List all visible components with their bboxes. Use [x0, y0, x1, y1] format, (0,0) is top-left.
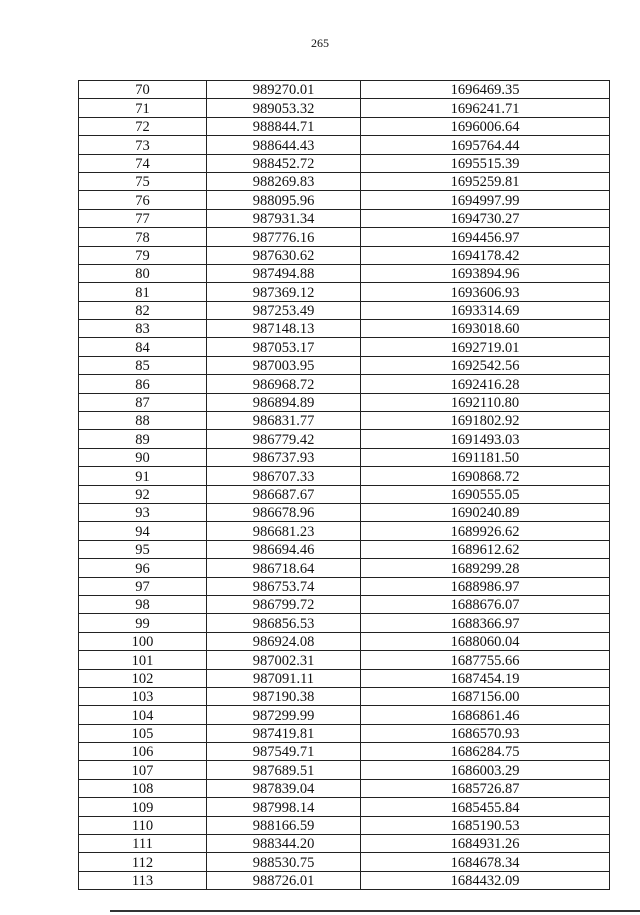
point-number-cell: 87 [79, 393, 207, 411]
y-coordinate-cell: 1691493.03 [361, 430, 610, 448]
x-coordinate-cell: 986687.67 [207, 485, 361, 503]
table-row [79, 301, 610, 319]
table-row [79, 283, 610, 301]
y-coordinate-cell: 1695764.44 [361, 136, 610, 154]
point-number-cell: 80 [79, 264, 207, 282]
y-coordinate-cell: 1689926.62 [361, 522, 610, 540]
table-row [79, 816, 610, 834]
point-number-cell: 106 [79, 743, 207, 761]
table-row [79, 320, 610, 338]
point-number-cell: 78 [79, 228, 207, 246]
table-row [79, 798, 610, 816]
table-row [79, 246, 610, 264]
point-number-cell: 113 [79, 871, 207, 889]
x-coordinate-cell: 986718.64 [207, 559, 361, 577]
x-coordinate-cell: 988095.96 [207, 191, 361, 209]
x-coordinate-cell: 986968.72 [207, 375, 361, 393]
y-coordinate-cell: 1695515.39 [361, 154, 610, 172]
y-coordinate-cell: 1691181.50 [361, 448, 610, 466]
y-coordinate-cell: 1688366.97 [361, 614, 610, 632]
point-number-cell: 84 [79, 338, 207, 356]
table-row [79, 779, 610, 797]
x-coordinate-cell: 987148.13 [207, 320, 361, 338]
table-row [79, 264, 610, 282]
table-row [79, 687, 610, 705]
x-coordinate-cell: 987299.99 [207, 706, 361, 724]
x-coordinate-cell: 987091.11 [207, 669, 361, 687]
y-coordinate-cell: 1687156.00 [361, 687, 610, 705]
point-number-cell: 74 [79, 154, 207, 172]
table-row [79, 356, 610, 374]
table-row [79, 191, 610, 209]
point-number-cell: 108 [79, 779, 207, 797]
page-number: 265 [311, 36, 329, 50]
point-number-cell: 77 [79, 209, 207, 227]
table-row [79, 172, 610, 190]
x-coordinate-cell: 987494.88 [207, 264, 361, 282]
y-coordinate-cell: 1687755.66 [361, 651, 610, 669]
table-row [79, 448, 610, 466]
point-number-cell: 99 [79, 614, 207, 632]
table-row [79, 393, 610, 411]
point-number-cell: 100 [79, 632, 207, 650]
table-row [79, 724, 610, 742]
x-coordinate-cell: 986856.53 [207, 614, 361, 632]
x-coordinate-cell: 988269.83 [207, 172, 361, 190]
point-number-cell: 93 [79, 503, 207, 521]
table-row [79, 559, 610, 577]
y-coordinate-cell: 1694456.97 [361, 228, 610, 246]
table-row [79, 430, 610, 448]
y-coordinate-cell: 1692110.80 [361, 393, 610, 411]
point-number-cell: 90 [79, 448, 207, 466]
x-coordinate-cell: 987190.38 [207, 687, 361, 705]
y-coordinate-cell: 1686003.29 [361, 761, 610, 779]
y-coordinate-cell: 1696469.35 [361, 81, 610, 99]
point-number-cell: 91 [79, 467, 207, 485]
x-coordinate-cell: 987998.14 [207, 798, 361, 816]
point-number-cell: 79 [79, 246, 207, 264]
point-number-cell: 111 [79, 835, 207, 853]
x-coordinate-cell: 986831.77 [207, 412, 361, 430]
y-coordinate-cell: 1688986.97 [361, 577, 610, 595]
x-coordinate-cell: 986753.74 [207, 577, 361, 595]
y-coordinate-cell: 1693018.60 [361, 320, 610, 338]
x-coordinate-cell: 986694.46 [207, 540, 361, 558]
point-number-cell: 97 [79, 577, 207, 595]
table-row [79, 412, 610, 430]
point-number-cell: 96 [79, 559, 207, 577]
x-coordinate-cell: 987053.17 [207, 338, 361, 356]
table-row [79, 485, 610, 503]
table-row [79, 651, 610, 669]
x-coordinate-cell: 987776.16 [207, 228, 361, 246]
point-number-cell: 109 [79, 798, 207, 816]
x-coordinate-cell: 987369.12 [207, 283, 361, 301]
table-row [79, 761, 610, 779]
y-coordinate-cell: 1685726.87 [361, 779, 610, 797]
point-number-cell: 70 [79, 81, 207, 99]
x-coordinate-cell: 986678.96 [207, 503, 361, 521]
point-number-cell: 89 [79, 430, 207, 448]
table-row [79, 595, 610, 613]
y-coordinate-cell: 1689612.62 [361, 540, 610, 558]
point-number-cell: 81 [79, 283, 207, 301]
y-coordinate-cell: 1691802.92 [361, 412, 610, 430]
y-coordinate-cell: 1693314.69 [361, 301, 610, 319]
table-row [79, 375, 610, 393]
x-coordinate-cell: 987931.34 [207, 209, 361, 227]
table-row [79, 743, 610, 761]
table-row [79, 81, 610, 99]
point-number-cell: 75 [79, 172, 207, 190]
table-body [79, 81, 610, 890]
x-coordinate-cell: 986681.23 [207, 522, 361, 540]
point-number-cell: 82 [79, 301, 207, 319]
x-coordinate-cell: 988344.20 [207, 835, 361, 853]
point-number-cell: 101 [79, 651, 207, 669]
x-coordinate-cell: 989053.32 [207, 99, 361, 117]
point-number-cell: 112 [79, 853, 207, 871]
x-coordinate-cell: 987549.71 [207, 743, 361, 761]
x-coordinate-cell: 987253.49 [207, 301, 361, 319]
table-row [79, 835, 610, 853]
y-coordinate-cell: 1696241.71 [361, 99, 610, 117]
table-row [79, 614, 610, 632]
x-coordinate-cell: 987689.51 [207, 761, 361, 779]
y-coordinate-cell: 1693606.93 [361, 283, 610, 301]
x-coordinate-cell: 986737.93 [207, 448, 361, 466]
table-row [79, 706, 610, 724]
table-row [79, 154, 610, 172]
y-coordinate-cell: 1685190.53 [361, 816, 610, 834]
point-number-cell: 88 [79, 412, 207, 430]
y-coordinate-cell: 1684931.26 [361, 835, 610, 853]
y-coordinate-cell: 1688060.04 [361, 632, 610, 650]
y-coordinate-cell: 1690240.89 [361, 503, 610, 521]
x-coordinate-cell: 987630.62 [207, 246, 361, 264]
point-number-cell: 98 [79, 595, 207, 613]
point-number-cell: 102 [79, 669, 207, 687]
point-number-cell: 83 [79, 320, 207, 338]
x-coordinate-cell: 986799.72 [207, 595, 361, 613]
y-coordinate-cell: 1695259.81 [361, 172, 610, 190]
table-row [79, 853, 610, 871]
point-number-cell: 76 [79, 191, 207, 209]
table-row [79, 467, 610, 485]
table-row [79, 338, 610, 356]
y-coordinate-cell: 1685455.84 [361, 798, 610, 816]
table-row [79, 669, 610, 687]
y-coordinate-cell: 1684432.09 [361, 871, 610, 889]
x-coordinate-cell: 987839.04 [207, 779, 361, 797]
x-coordinate-cell: 986779.42 [207, 430, 361, 448]
y-coordinate-cell: 1688676.07 [361, 595, 610, 613]
table-row [79, 99, 610, 117]
table-row [79, 503, 610, 521]
x-coordinate-cell: 988726.01 [207, 871, 361, 889]
point-number-cell: 94 [79, 522, 207, 540]
y-coordinate-cell: 1692416.28 [361, 375, 610, 393]
x-coordinate-cell: 987003.95 [207, 356, 361, 374]
x-coordinate-cell: 987002.31 [207, 651, 361, 669]
x-coordinate-cell: 987419.81 [207, 724, 361, 742]
point-number-cell: 86 [79, 375, 207, 393]
x-coordinate-cell: 988530.75 [207, 853, 361, 871]
table-row [79, 209, 610, 227]
point-number-cell: 73 [79, 136, 207, 154]
table-row [79, 228, 610, 246]
y-coordinate-cell: 1687454.19 [361, 669, 610, 687]
table-row [79, 632, 610, 650]
table-row [79, 871, 610, 889]
y-coordinate-cell: 1694178.42 [361, 246, 610, 264]
table-row [79, 522, 610, 540]
point-number-cell: 95 [79, 540, 207, 558]
point-number-cell: 85 [79, 356, 207, 374]
y-coordinate-cell: 1689299.28 [361, 559, 610, 577]
table-row [79, 540, 610, 558]
y-coordinate-cell: 1694730.27 [361, 209, 610, 227]
x-coordinate-cell: 986894.89 [207, 393, 361, 411]
x-coordinate-cell: 989270.01 [207, 81, 361, 99]
point-number-cell: 103 [79, 687, 207, 705]
point-number-cell: 104 [79, 706, 207, 724]
y-coordinate-cell: 1692719.01 [361, 338, 610, 356]
y-coordinate-cell: 1686570.93 [361, 724, 610, 742]
x-coordinate-cell: 988644.43 [207, 136, 361, 154]
x-coordinate-cell: 986707.33 [207, 467, 361, 485]
y-coordinate-cell: 1692542.56 [361, 356, 610, 374]
y-coordinate-cell: 1694997.99 [361, 191, 610, 209]
x-coordinate-cell: 988452.72 [207, 154, 361, 172]
y-coordinate-cell: 1690868.72 [361, 467, 610, 485]
point-number-cell: 107 [79, 761, 207, 779]
x-coordinate-cell: 988844.71 [207, 117, 361, 135]
table-row [79, 117, 610, 135]
y-coordinate-cell: 1686284.75 [361, 743, 610, 761]
point-number-cell: 110 [79, 816, 207, 834]
bottom-rule [110, 910, 640, 912]
table-row [79, 577, 610, 595]
y-coordinate-cell: 1696006.64 [361, 117, 610, 135]
y-coordinate-cell: 1686861.46 [361, 706, 610, 724]
point-number-cell: 72 [79, 117, 207, 135]
y-coordinate-cell: 1690555.05 [361, 485, 610, 503]
y-coordinate-cell: 1693894.96 [361, 264, 610, 282]
point-number-cell: 71 [79, 99, 207, 117]
y-coordinate-cell: 1684678.34 [361, 853, 610, 871]
x-coordinate-cell: 988166.59 [207, 816, 361, 834]
x-coordinate-cell: 986924.08 [207, 632, 361, 650]
point-number-cell: 105 [79, 724, 207, 742]
table-row [79, 136, 610, 154]
coordinate-table [78, 80, 610, 890]
point-number-cell: 92 [79, 485, 207, 503]
